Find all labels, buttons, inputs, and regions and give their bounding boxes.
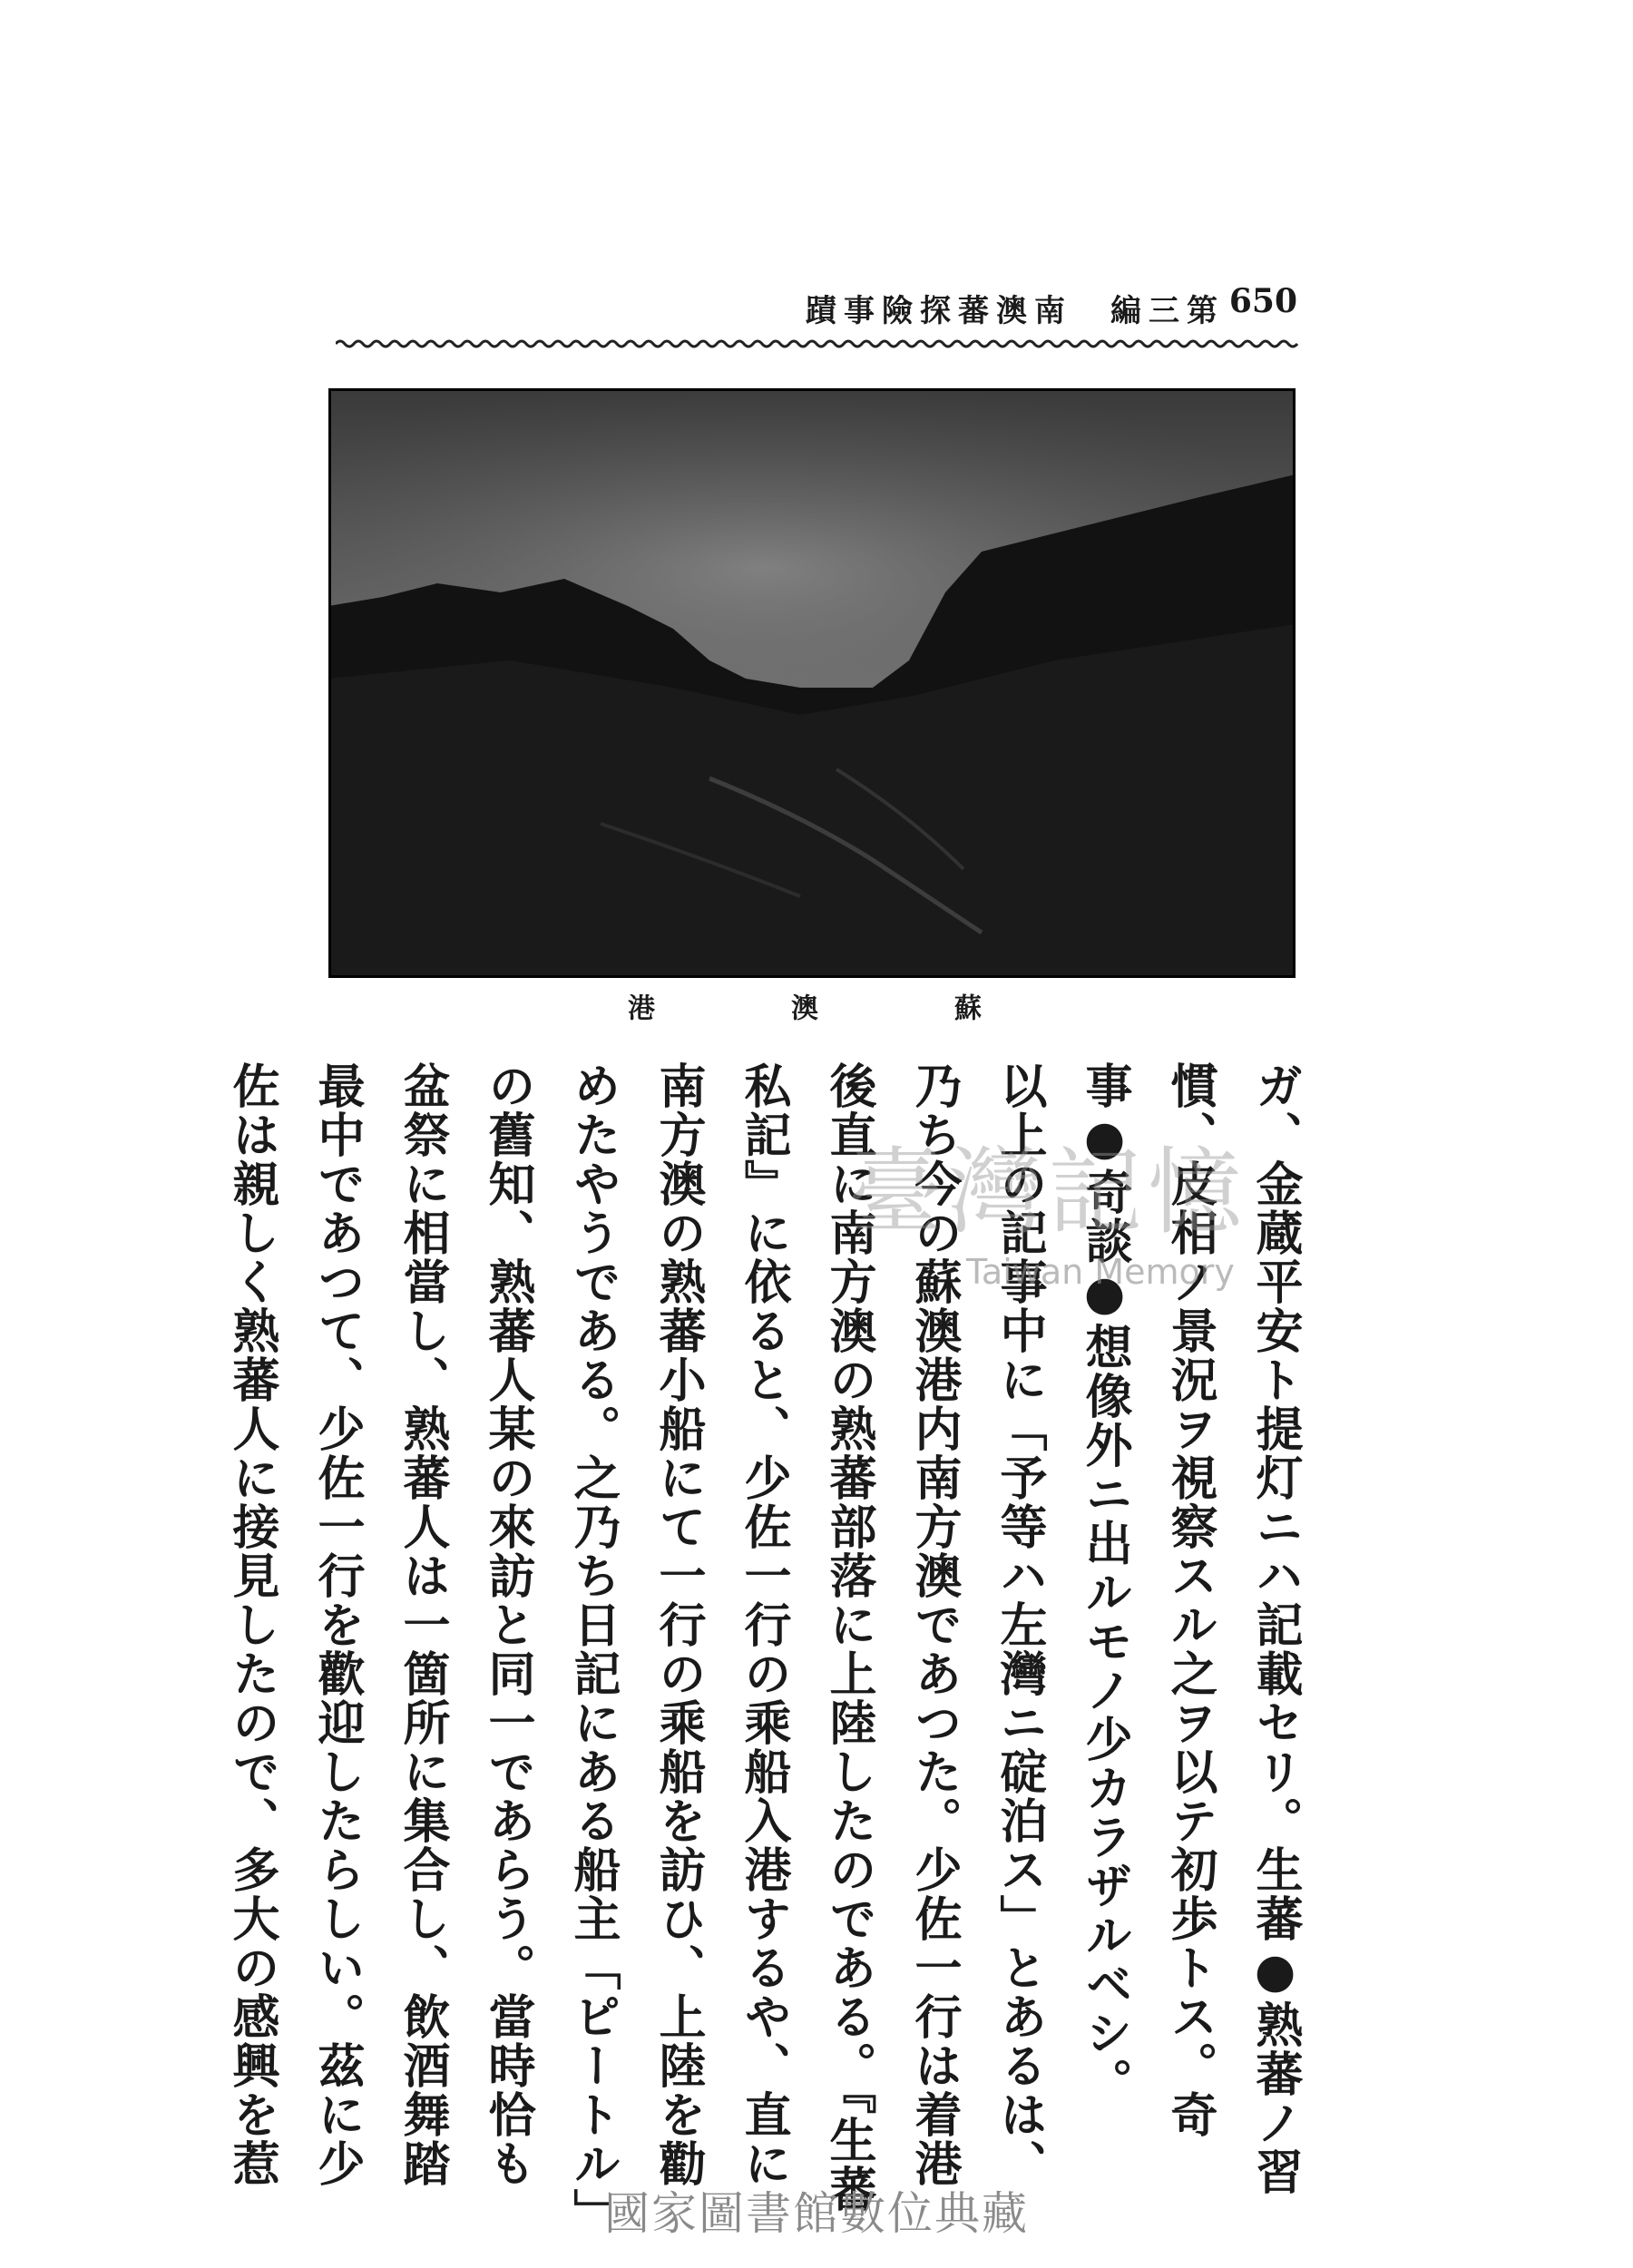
running-title: 第三編 南澳蕃探險事蹟 [806, 293, 1225, 329]
text-line: 最中であつて、少佐一行を歡迎したらしい。茲に少 [309, 1061, 365, 2188]
text-line: 以上の記事中に「予等ハ左灣ニ碇泊ス」とあるは、 [992, 1061, 1047, 2188]
wavy-rule [336, 337, 1299, 350]
text-line: 事●奇談●想像外ニ出ルモノ少カラザルベシ。 [1077, 1061, 1132, 2107]
watermark-cjk: 臺灣記憶 [848, 1137, 1248, 1247]
text-line: ガ、金蔵平安ト提灯ニハ記載セリ。生蕃●熟蕃ノ習 [1247, 1061, 1303, 2196]
text-line: 乃ち今の蘇澳港内南方澳であつた。少佐一行は着港 [906, 1061, 962, 2188]
text-line: 盆祭に相當し、熟蕃人は一箇所に集合し、飲酒舞踏 [395, 1061, 450, 2188]
page-number: 650 [1228, 282, 1297, 320]
text-line: 南方澳の熟蕃小船にて一行の乘船を訪ひ、上陸を勸 [650, 1061, 706, 2188]
text-line: 慣、皮相ノ景況ヲ視察スル之ヲ以テ初歩トス。奇 [1162, 1061, 1217, 2139]
watermark-english: Taiwan Memory [966, 1252, 1235, 1292]
text-line: 私記』に依ると、少佐一行の乘船入港するや、直に [736, 1061, 791, 2188]
text-line: 後直に南方澳の熟蕃部落に上陸したのである。『生蕃 [821, 1061, 876, 2214]
text-line: めたやうである。之乃ち日記にある船主「ピートル」 [565, 1061, 621, 2237]
text-line: 佐は親しく熟蕃人に接見したので、多大の感興を惹 [224, 1061, 279, 2188]
page-header [336, 282, 1297, 331]
photo-caption-char: 蘇 [949, 993, 981, 1021]
text-line: の舊知、熟蕃人某の來訪と同一であらう。當時恰も [480, 1061, 535, 2188]
harbor-photo [328, 388, 1296, 978]
photo-caption-char: 澳 [786, 993, 817, 1021]
footer-credit: 國家圖書館數位典藏 [604, 2187, 1029, 2240]
photo-caption-char: 港 [622, 993, 654, 1021]
